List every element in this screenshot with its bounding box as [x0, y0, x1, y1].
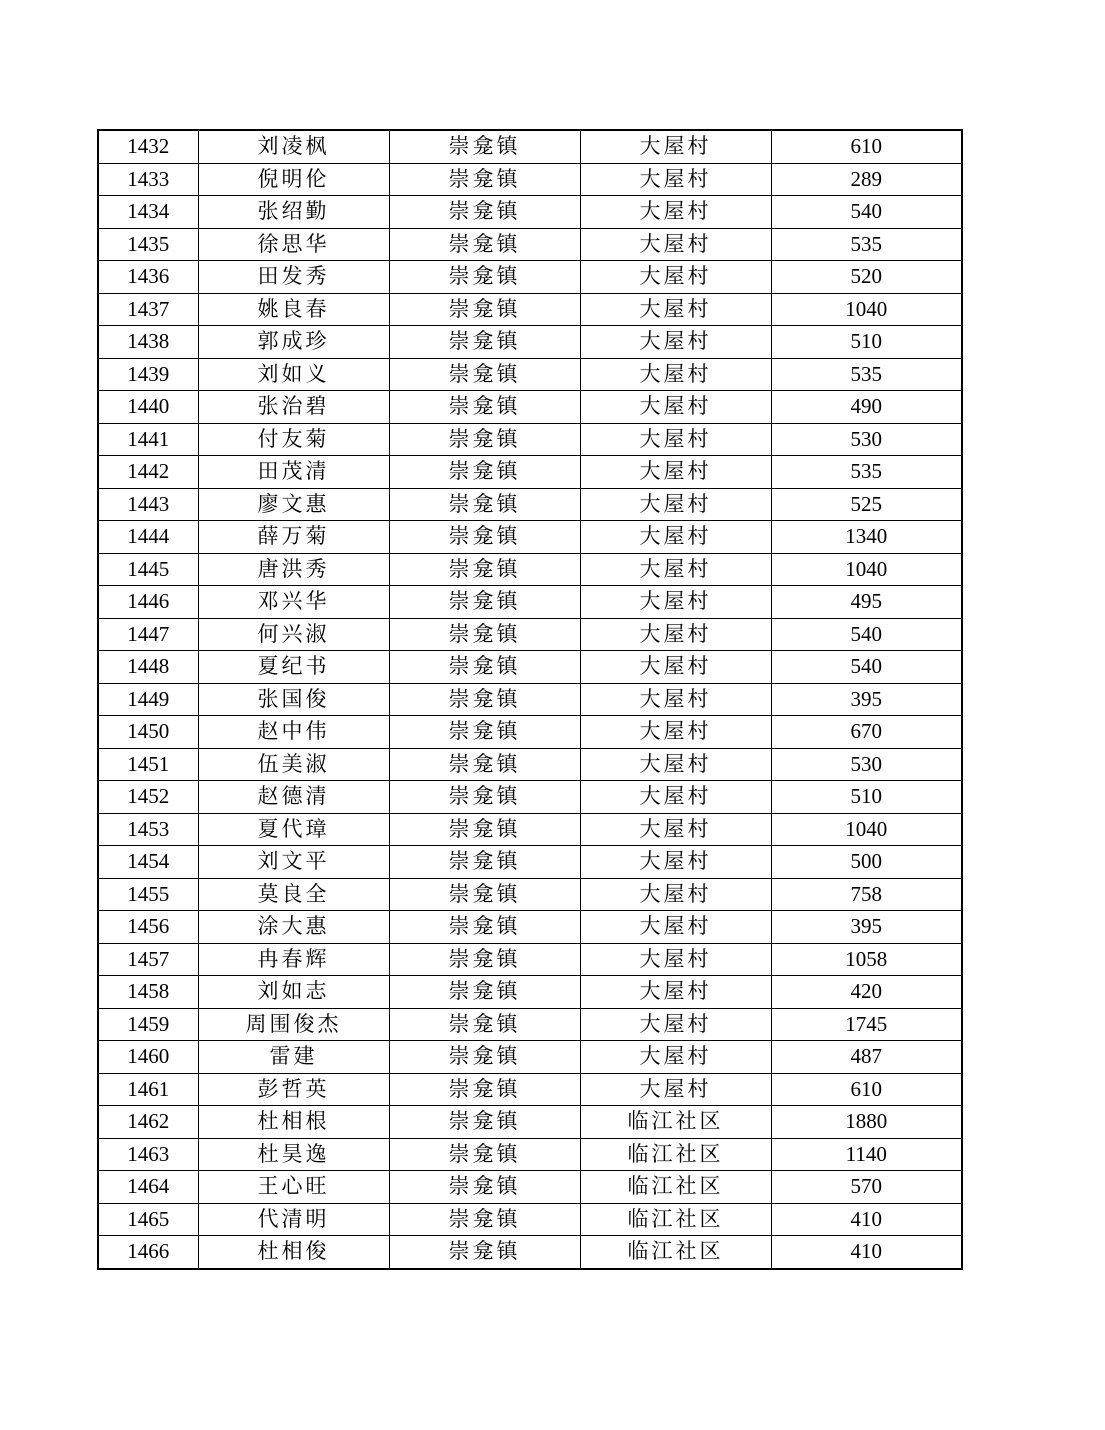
cell-town: 崇龛镇 [389, 976, 580, 1009]
cell-name: 杜相根 [198, 1106, 389, 1139]
cell-amount: 610 [771, 1073, 962, 1106]
table-row [98, 130, 962, 163]
records-table-body [98, 130, 962, 1269]
cell-village: 临江社区 [580, 1106, 771, 1139]
cell-village: 大屋村 [580, 228, 771, 261]
cell-name: 杜相俊 [198, 1236, 389, 1269]
cell-name: 张治碧 [198, 391, 389, 424]
cell-village: 临江社区 [580, 1138, 771, 1171]
cell-name: 代清明 [198, 1203, 389, 1236]
cell-no: 1462 [98, 1106, 198, 1139]
cell-town: 崇龛镇 [389, 911, 580, 944]
table-row [98, 1008, 962, 1041]
cell-village: 大屋村 [580, 976, 771, 1009]
cell-village: 大屋村 [580, 391, 771, 424]
cell-village: 临江社区 [580, 1171, 771, 1204]
cell-no: 1444 [98, 521, 198, 554]
table-row [98, 911, 962, 944]
cell-amount: 670 [771, 716, 962, 749]
cell-name: 唐洪秀 [198, 553, 389, 586]
cell-town: 崇龛镇 [389, 813, 580, 846]
table-row [98, 1171, 962, 1204]
table-row [98, 1138, 962, 1171]
cell-no: 1461 [98, 1073, 198, 1106]
cell-village: 大屋村 [580, 196, 771, 229]
table-row [98, 683, 962, 716]
cell-name: 薛万菊 [198, 521, 389, 554]
cell-no: 1437 [98, 293, 198, 326]
cell-village: 大屋村 [580, 943, 771, 976]
cell-town: 崇龛镇 [389, 716, 580, 749]
cell-town: 崇龛镇 [389, 261, 580, 294]
cell-no: 1455 [98, 878, 198, 911]
cell-town: 崇龛镇 [389, 358, 580, 391]
cell-town: 崇龛镇 [389, 391, 580, 424]
cell-name: 王心旺 [198, 1171, 389, 1204]
cell-amount: 535 [771, 228, 962, 261]
cell-village: 大屋村 [580, 163, 771, 196]
cell-village: 大屋村 [580, 1008, 771, 1041]
cell-amount: 570 [771, 1171, 962, 1204]
table-row [98, 813, 962, 846]
cell-name: 姚良春 [198, 293, 389, 326]
cell-name: 徐思华 [198, 228, 389, 261]
cell-village: 大屋村 [580, 423, 771, 456]
table-row [98, 651, 962, 684]
cell-village: 大屋村 [580, 553, 771, 586]
cell-town: 崇龛镇 [389, 1203, 580, 1236]
cell-town: 崇龛镇 [389, 781, 580, 814]
cell-amount: 395 [771, 683, 962, 716]
cell-no: 1445 [98, 553, 198, 586]
cell-village: 大屋村 [580, 911, 771, 944]
cell-amount: 1745 [771, 1008, 962, 1041]
cell-no: 1464 [98, 1171, 198, 1204]
cell-town: 崇龛镇 [389, 1041, 580, 1074]
table-row [98, 358, 962, 391]
cell-amount: 540 [771, 196, 962, 229]
table-row [98, 521, 962, 554]
table-row [98, 781, 962, 814]
table-row [98, 976, 962, 1009]
cell-name: 何兴淑 [198, 618, 389, 651]
table-row [98, 1106, 962, 1139]
cell-amount: 1880 [771, 1106, 962, 1139]
cell-town: 崇龛镇 [389, 553, 580, 586]
cell-name: 夏代璋 [198, 813, 389, 846]
cell-town: 崇龛镇 [389, 748, 580, 781]
cell-village: 大屋村 [580, 326, 771, 359]
cell-amount: 510 [771, 781, 962, 814]
cell-amount: 520 [771, 261, 962, 294]
table-row [98, 293, 962, 326]
table-row [98, 423, 962, 456]
table-row [98, 488, 962, 521]
cell-town: 崇龛镇 [389, 326, 580, 359]
cell-name: 廖文惠 [198, 488, 389, 521]
cell-town: 崇龛镇 [389, 521, 580, 554]
cell-amount: 540 [771, 651, 962, 684]
cell-amount: 530 [771, 423, 962, 456]
cell-no: 1448 [98, 651, 198, 684]
cell-amount: 610 [771, 130, 962, 163]
cell-no: 1463 [98, 1138, 198, 1171]
cell-name: 田发秀 [198, 261, 389, 294]
cell-no: 1438 [98, 326, 198, 359]
cell-amount: 420 [771, 976, 962, 1009]
cell-name: 莫良全 [198, 878, 389, 911]
cell-name: 付友菊 [198, 423, 389, 456]
cell-no: 1451 [98, 748, 198, 781]
table-row [98, 228, 962, 261]
cell-name: 田茂清 [198, 456, 389, 489]
cell-name: 张国俊 [198, 683, 389, 716]
cell-amount: 487 [771, 1041, 962, 1074]
table-row [98, 326, 962, 359]
cell-village: 临江社区 [580, 1203, 771, 1236]
table-row [98, 391, 962, 424]
cell-no: 1465 [98, 1203, 198, 1236]
cell-amount: 490 [771, 391, 962, 424]
cell-village: 大屋村 [580, 846, 771, 879]
cell-village: 大屋村 [580, 261, 771, 294]
cell-amount: 1058 [771, 943, 962, 976]
cell-village: 大屋村 [580, 716, 771, 749]
cell-village: 大屋村 [580, 618, 771, 651]
cell-amount: 540 [771, 618, 962, 651]
cell-no: 1433 [98, 163, 198, 196]
table-row [98, 456, 962, 489]
cell-name: 赵德清 [198, 781, 389, 814]
cell-name: 夏纪书 [198, 651, 389, 684]
table-row [98, 618, 962, 651]
cell-no: 1456 [98, 911, 198, 944]
table-row [98, 1041, 962, 1074]
cell-amount: 1040 [771, 293, 962, 326]
cell-no: 1439 [98, 358, 198, 391]
cell-village: 大屋村 [580, 488, 771, 521]
cell-name: 刘文平 [198, 846, 389, 879]
cell-town: 崇龛镇 [389, 228, 580, 261]
cell-amount: 530 [771, 748, 962, 781]
cell-no: 1453 [98, 813, 198, 846]
cell-no: 1443 [98, 488, 198, 521]
cell-no: 1466 [98, 1236, 198, 1269]
cell-no: 1457 [98, 943, 198, 976]
cell-name: 邓兴华 [198, 586, 389, 619]
cell-town: 崇龛镇 [389, 1236, 580, 1269]
cell-amount: 758 [771, 878, 962, 911]
cell-village: 大屋村 [580, 781, 771, 814]
cell-name: 张绍勤 [198, 196, 389, 229]
table-row [98, 163, 962, 196]
table-row [98, 586, 962, 619]
cell-no: 1454 [98, 846, 198, 879]
cell-village: 大屋村 [580, 456, 771, 489]
cell-town: 崇龛镇 [389, 651, 580, 684]
cell-no: 1436 [98, 261, 198, 294]
cell-no: 1434 [98, 196, 198, 229]
cell-no: 1452 [98, 781, 198, 814]
cell-no: 1440 [98, 391, 198, 424]
cell-village: 大屋村 [580, 521, 771, 554]
cell-no: 1442 [98, 456, 198, 489]
cell-amount: 495 [771, 586, 962, 619]
table-row [98, 1203, 962, 1236]
cell-name: 涂大惠 [198, 911, 389, 944]
cell-name: 赵中伟 [198, 716, 389, 749]
table-row [98, 846, 962, 879]
cell-amount: 1140 [771, 1138, 962, 1171]
cell-no: 1460 [98, 1041, 198, 1074]
cell-town: 崇龛镇 [389, 196, 580, 229]
cell-village: 大屋村 [580, 651, 771, 684]
table-row [98, 716, 962, 749]
cell-amount: 410 [771, 1236, 962, 1269]
cell-no: 1446 [98, 586, 198, 619]
cell-village: 大屋村 [580, 813, 771, 846]
table-row [98, 878, 962, 911]
cell-village: 大屋村 [580, 130, 771, 163]
cell-amount: 410 [771, 1203, 962, 1236]
cell-town: 崇龛镇 [389, 1073, 580, 1106]
cell-town: 崇龛镇 [389, 423, 580, 456]
cell-no: 1459 [98, 1008, 198, 1041]
cell-name: 刘如义 [198, 358, 389, 391]
cell-amount: 1340 [771, 521, 962, 554]
cell-name: 刘凌枫 [198, 130, 389, 163]
cell-town: 崇龛镇 [389, 1008, 580, 1041]
cell-amount: 1040 [771, 553, 962, 586]
cell-town: 崇龛镇 [389, 846, 580, 879]
cell-no: 1432 [98, 130, 198, 163]
table-row [98, 748, 962, 781]
table-row [98, 196, 962, 229]
cell-town: 崇龛镇 [389, 878, 580, 911]
cell-village: 大屋村 [580, 1073, 771, 1106]
cell-village: 大屋村 [580, 748, 771, 781]
cell-town: 崇龛镇 [389, 163, 580, 196]
table-row [98, 1073, 962, 1106]
cell-name: 雷建 [198, 1041, 389, 1074]
cell-town: 崇龛镇 [389, 943, 580, 976]
cell-amount: 535 [771, 456, 962, 489]
cell-name: 冉春辉 [198, 943, 389, 976]
cell-amount: 510 [771, 326, 962, 359]
cell-name: 杜昊逸 [198, 1138, 389, 1171]
table-row [98, 261, 962, 294]
cell-name: 刘如志 [198, 976, 389, 1009]
cell-village: 大屋村 [580, 683, 771, 716]
cell-village: 大屋村 [580, 878, 771, 911]
cell-town: 崇龛镇 [389, 586, 580, 619]
cell-amount: 1040 [771, 813, 962, 846]
cell-village: 大屋村 [580, 293, 771, 326]
cell-town: 崇龛镇 [389, 1138, 580, 1171]
cell-name: 彭哲英 [198, 1073, 389, 1106]
cell-name: 郭成珍 [198, 326, 389, 359]
cell-no: 1449 [98, 683, 198, 716]
table-row [98, 1236, 962, 1269]
cell-town: 崇龛镇 [389, 1171, 580, 1204]
cell-name: 伍美淑 [198, 748, 389, 781]
cell-amount: 289 [771, 163, 962, 196]
cell-no: 1441 [98, 423, 198, 456]
cell-amount: 395 [771, 911, 962, 944]
records-table [97, 129, 963, 1270]
cell-no: 1458 [98, 976, 198, 1009]
cell-town: 崇龛镇 [389, 293, 580, 326]
cell-town: 崇龛镇 [389, 488, 580, 521]
cell-name: 倪明伦 [198, 163, 389, 196]
table-row [98, 943, 962, 976]
cell-town: 崇龛镇 [389, 1106, 580, 1139]
cell-name: 周围俊杰 [198, 1008, 389, 1041]
cell-village: 大屋村 [580, 358, 771, 391]
cell-town: 崇龛镇 [389, 618, 580, 651]
cell-no: 1435 [98, 228, 198, 261]
table-row [98, 553, 962, 586]
cell-no: 1447 [98, 618, 198, 651]
cell-town: 崇龛镇 [389, 683, 580, 716]
cell-town: 崇龛镇 [389, 456, 580, 489]
cell-town: 崇龛镇 [389, 130, 580, 163]
cell-village: 临江社区 [580, 1236, 771, 1269]
cell-amount: 500 [771, 846, 962, 879]
cell-village: 大屋村 [580, 1041, 771, 1074]
cell-amount: 525 [771, 488, 962, 521]
cell-no: 1450 [98, 716, 198, 749]
cell-village: 大屋村 [580, 586, 771, 619]
cell-amount: 535 [771, 358, 962, 391]
